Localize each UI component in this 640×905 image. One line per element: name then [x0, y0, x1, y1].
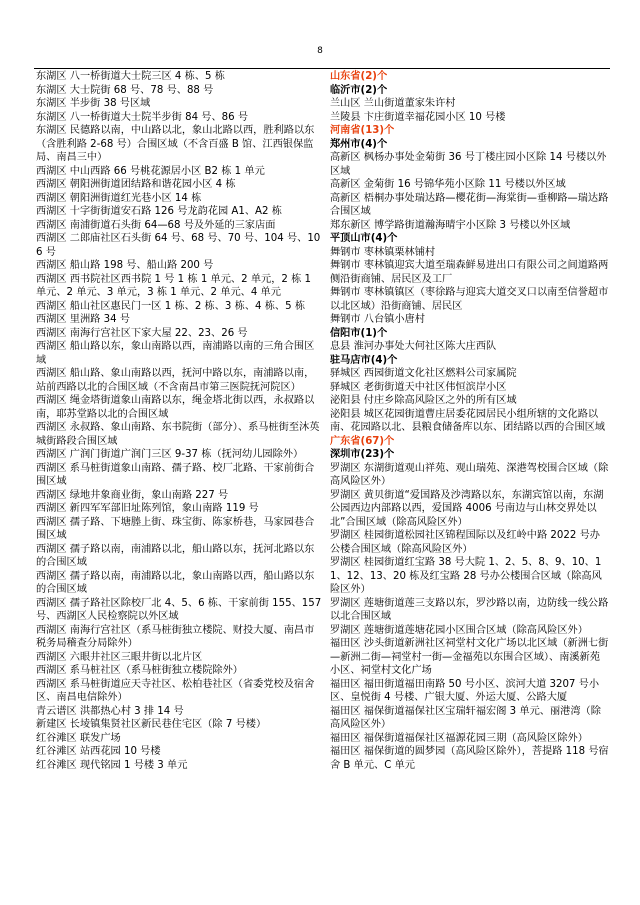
right-column — [330, 70, 610, 772]
area-entry: 福田区 福保街道的圆梦园（高风险区除外），菩提路 118 号宿舍 B 单元、C 单元 — [330, 746, 609, 771]
area-entry: 高新区 枫杨办事处金菊街 36 号丁楼庄园小区除 14 号楼以外区域 — [330, 152, 607, 177]
area-entry: 红谷滩区 站西花园 10 号楼 — [36, 746, 161, 757]
area-entry: 高新区 金菊街 16 号锦华苑小区除 11 号楼以外区域 — [330, 179, 566, 190]
area-entry: 驿城区 老街街道天中社区伟恒滨岸小区 — [330, 381, 507, 393]
area-entry: 西湖区 六眼井社区三眼井街以北片区 — [36, 651, 203, 663]
city-heading: 平顶山市(4)个 — [330, 233, 398, 244]
city-heading: 临沂市(2)个 — [330, 84, 388, 96]
area-entry: 罗湖区 莲塘街道莲塘花园小区围合区域（除高风险区外） — [330, 624, 588, 636]
area-entry: 西湖区 永叔路、象山南路、东书院街（部分）、系马桩街至沐英城街路段合围区域 — [36, 422, 320, 447]
header-rule — [34, 68, 610, 69]
area-entry: 青云谱区 洪都热心村 3 排 14 号 — [36, 705, 184, 717]
area-entry: 泌阳县 付庄乡除高风险区之外的所有区域 — [330, 395, 517, 406]
area-entry: 东湖区 八一桥街道大士院半步街 84 号、86 号 — [36, 111, 249, 123]
area-entry: 西湖区 系马桩街道象山南路、孺子路、校厂北路、干家前街合围区域 — [36, 462, 315, 487]
area-entry: 西湖区 南海行宫社区（系马桩街独立楼院、财投大厦、南昌市税务局稽查分局除外） — [36, 624, 315, 649]
area-entry: 西湖区 系马桩社区（系马桩街独立楼院除外） — [36, 665, 243, 676]
area-entry: 福田区 沙头街道新洲社区祠堂村文化广场以北区域（新洲七街—新洲二街—祠堂村一街—金福苑以东围合区域）、南溪新苑小区、祠堂村文化广场 — [330, 638, 609, 676]
area-entry: 西湖区 里洲路 34 号 — [36, 314, 130, 325]
province-heading: 河南省(13)个 — [330, 125, 395, 136]
area-entry: 西湖区 朝阳洲街道红光巷小区 14 栋 — [36, 192, 202, 204]
area-entry: 西湖区 船山路、象山南路以西，抚河中路以东，南浦路以南，站前西路以北的合围区域（不含南昌市第三医院抚河院区） — [36, 368, 315, 393]
area-entry: 红谷滩区 现代铭园 1 号楼 3 单元 — [36, 759, 188, 771]
area-entry: 罗湖区 黄贝街道“爱国路及沙湾路以东，东湖宾馆以南，东湖公园西边内部路以西，爱国路 4006 号南边与山林交界处以北”合围区域（除高风险区外） — [330, 489, 604, 528]
area-entry: 西湖区 孺子路、下塘塍上街、珠宝街、陈家桥巷，马家园巷合围区域 — [36, 516, 315, 541]
area-entry: 西湖区 系马桩街道应天寺社区、松柏巷社区（省委党校及宿舍区、南昌电信除外） — [36, 678, 315, 703]
area-entry: 西湖区 十字街街道安石路 126 号龙韵花园 A1、A2 栋 — [36, 206, 282, 217]
area-entry: 红谷滩区 联发广场 — [36, 732, 121, 744]
area-entry: 东湖区 半步街 38 号区域 — [36, 98, 151, 109]
area-entry: 息县 淮河办事处大何社区陈大庄西队 — [330, 341, 497, 352]
area-entry: 新建区 长堎镇集贤社区新民巷住宅区（除 7 号楼） — [36, 719, 267, 730]
area-entry: 兰陵县 卞庄街道幸福花园小区 10 号楼 — [330, 111, 506, 123]
area-entry: 郑东新区 博学路街道瀚海晴宇小区除 3 号楼以外区域 — [330, 219, 571, 231]
area-entry: 泌阳县 城区花园街道曹庄居委花园居民小组所辖的文化路以南、花园路以北、县粮食储备库以东、团结路以西的合围区域 — [330, 408, 606, 433]
city-heading: 深圳市(23)个 — [330, 449, 395, 460]
page-number: 8 — [317, 46, 323, 56]
area-entry: 西湖区 南浦街道石头街 64—68 号及外延的三家店面 — [36, 219, 276, 231]
area-entry: 舞钢市 枣林镇栗林铺村 — [330, 246, 436, 258]
area-entry: 西湖区 船山路以东，象山南路以西，南浦路以南的三角合围区域 — [36, 341, 315, 366]
province-heading: 广东省(67)个 — [330, 435, 395, 447]
area-entry: 西湖区 中山西路 66 号桃花源居小区 B2 栋 1 单元 — [36, 165, 265, 177]
area-entry: 西湖区 广润门街道广润门三区 9-37 栋（抚河幼儿园除外） — [36, 449, 304, 460]
area-entry: 兰山区 兰山街道董家朱许村 — [330, 98, 456, 109]
area-entry: 西湖区 船山社区惠民门一区 1 栋、2 栋、3 栋、4 栋、5 栋 — [36, 300, 306, 312]
area-entry: 高新区 梧桐办事处瑞达路—樱花街—海棠街—垂柳路—瑞达路合围区域 — [330, 192, 609, 217]
area-entry: 西湖区 绿地井象商业街，象山南路 227 号 — [36, 489, 229, 501]
area-entry: 罗湖区 桂园街道红宝路 38 号大院 1、2、5、8、9、10、11、12、13、20 栋及红宝路 28 号办公楼围合区域（除高风险区外） — [330, 557, 602, 595]
area-entry: 福田区 福田街道福田南路 50 号小区、滨河大道 3207 号小区、皇悦街 4 号楼、广银大厦、外运大厦、公路大厦 — [330, 678, 600, 703]
left-column — [36, 70, 324, 772]
area-entry: 西湖区 二郎庙社区石头街 64 号、68 号、70 号、104 号、106 号 — [36, 233, 321, 258]
city-heading: 信阳市(1)个 — [330, 327, 388, 339]
province-heading: 山东省(2)个 — [330, 71, 388, 82]
area-entry: 罗湖区 桂园街道松园社区锦程国际以及红岭中路 2022 号办公楼合围区域（除高风险区外） — [330, 530, 600, 555]
area-entry: 西湖区 绳金塔街道象山南路以东，绳金塔北街以西，永叔路以南，耶苏堂路以北的合围区域 — [36, 395, 315, 420]
area-entry: 东湖区 民德路以南，中山路以北，象山北路以西，胜利路以东（含胜利路 2-68 号）合围区域（不含百盛 B 馆、江西银保监局、南昌三中） — [36, 125, 315, 163]
area-entry: 西湖区 朝阳洲街道团结路和谐花园小区 4 栋 — [36, 179, 236, 190]
area-entry: 西湖区 孺子路以南，南浦路以北，象山南路以西，船山路以东的合围区域 — [36, 570, 315, 595]
area-entry: 西湖区 孺子路以南，南浦路以北，船山路以东，抚河北路以东的合围区域 — [36, 543, 315, 568]
city-heading: 驻马店市(4)个 — [330, 354, 398, 366]
area-entry: 福田区 福保街道福保社区福源花园三期（高风险区除外） — [330, 732, 588, 744]
area-entry: 东湖区 大士院街 68 号、78 号、88 号 — [36, 84, 214, 96]
area-entry: 西湖区 孺子路社区除校厂北 4、5、6 栋、干家前街 155、157 号、西湖区人民检察院以外区域 — [36, 597, 322, 622]
area-entry: 西湖区 西书院社区西书院 1 号 1 栋 1 单元、2 单元，2 栋 1 单元、2 单元、3 单元，3 栋 1 单元、2 单元、4 单元 — [36, 273, 312, 298]
city-heading: 郑州市(4)个 — [330, 138, 388, 150]
area-entry: 福田区 福保街道福保社区宝瑞轩福宏阁 3 单元、丽港湾（除高风险区外） — [330, 705, 601, 730]
area-entry: 西湖区 南海行宫社区下家大屋 22、23、26 号 — [36, 327, 248, 339]
area-entry: 西湖区 新四军军部旧址陈列馆，象山南路 119 号 — [36, 503, 259, 514]
area-entry: 西湖区 船山路 198 号、船山路 200 号 — [36, 260, 214, 271]
area-entry: 舞钢市 枣林镇镇区（枣徐路与迎宾大道交叉口以南至信誉超市以北区域）沿街商铺、居民区 — [330, 287, 609, 312]
area-entry: 罗湖区 莲塘街道莲三支路以东，罗沙路以南，边防线一线公路以北合围区域 — [330, 597, 609, 622]
area-entry: 东湖区 八一桥街道大士院三区 4 栋、5 栋 — [36, 71, 225, 82]
area-entry: 驿城区 西园街道文化社区燃料公司家属院 — [330, 368, 517, 379]
area-entry: 罗湖区 东湖街道观山祥苑、观山瑞苑、深港驾校围合区域（除高风险区外） — [330, 462, 609, 487]
area-entry: 舞钢市 枣林镇迎宾大道至瑞森鲜易进出口有限公司之间道路两侧沿街商铺、居民区及工厂 — [330, 260, 609, 285]
area-entry: 舞钢市 八台镇小唐村 — [330, 314, 425, 325]
